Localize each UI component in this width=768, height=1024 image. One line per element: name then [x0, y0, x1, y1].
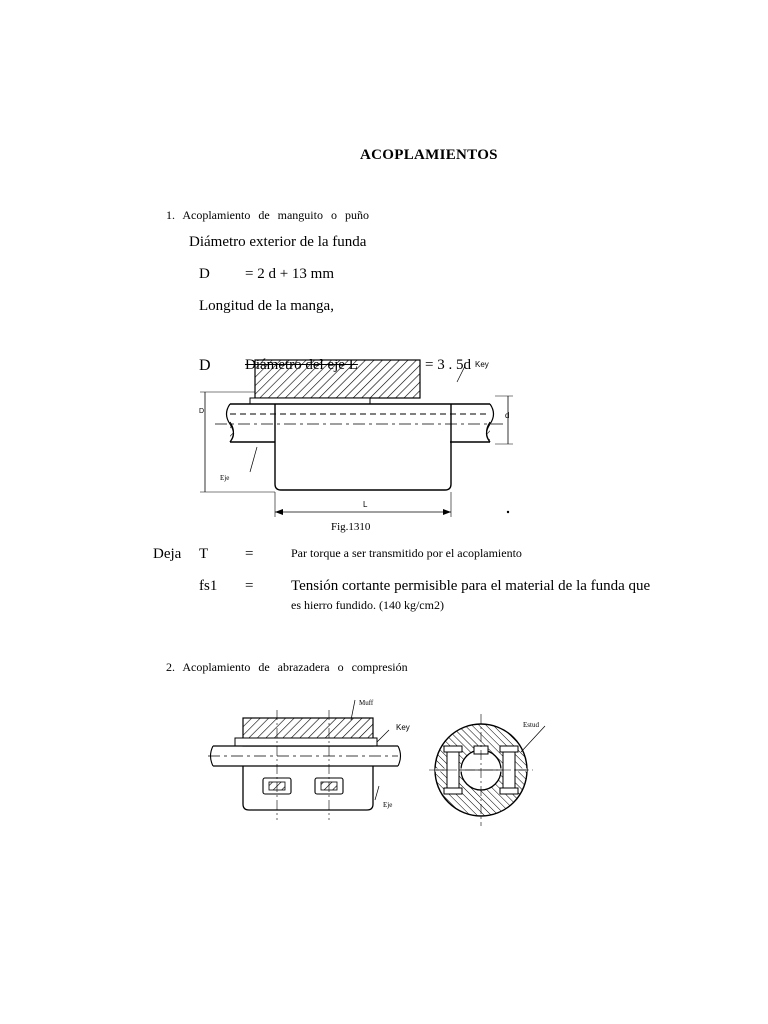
fig2-eje-label: Eje — [383, 801, 393, 809]
overlay-d-symbol: D — [199, 357, 211, 374]
def-T-eq: = — [245, 546, 254, 562]
sleeve-diameter-label: Diámetro exterior de la funda — [189, 234, 367, 250]
fig1-caption: Fig.1310 — [331, 521, 371, 533]
def-fs1-symbol: fs1 — [199, 578, 218, 594]
fig2-key-label: Key — [396, 723, 410, 732]
fig2-muff-label: Muff — [359, 699, 374, 707]
def-T-text: Par torque a ser transmitido por el acoplamiento — [291, 546, 522, 560]
formula-lhs: D — [199, 266, 210, 282]
overlay-length-value: = 3 . 5d — [425, 357, 471, 373]
section-2-heading: 2. Acoplamiento de abrazadera o compresión — [166, 660, 408, 674]
clamp-coupling-figure — [203, 690, 561, 830]
def-fs1-text-2: es hierro fundido. (140 kg/cm2) — [291, 598, 444, 612]
overlay-shaft-diameter-label: Diámetro del eje L — [245, 357, 358, 373]
sleeve-coupling-figure — [195, 352, 525, 530]
fig1-key-label: Key — [475, 360, 489, 369]
formula-rhs: = 2 d + 13 mm — [245, 266, 335, 282]
fig1-d-label: d — [505, 411, 510, 420]
def-fs1-text: Tensión cortante permisible para el material de la funda que — [291, 578, 651, 594]
fig2-stud-label: Estud — [523, 721, 539, 729]
section-1-heading: 1. Acoplamiento de manguito o puño — [166, 208, 369, 222]
deja-label: Deja — [153, 546, 182, 562]
page-title: ACOPLAMIENTOS — [360, 147, 498, 163]
def-T-symbol: T — [199, 546, 209, 562]
sleeve-length-label: Longitud de la manga, — [199, 298, 334, 314]
fig1-D-label: D — [199, 408, 205, 415]
def-fs1-eq: = — [245, 578, 254, 594]
fig1-L-label: L — [363, 500, 368, 509]
fig1-eje-label: Eje — [220, 474, 230, 482]
